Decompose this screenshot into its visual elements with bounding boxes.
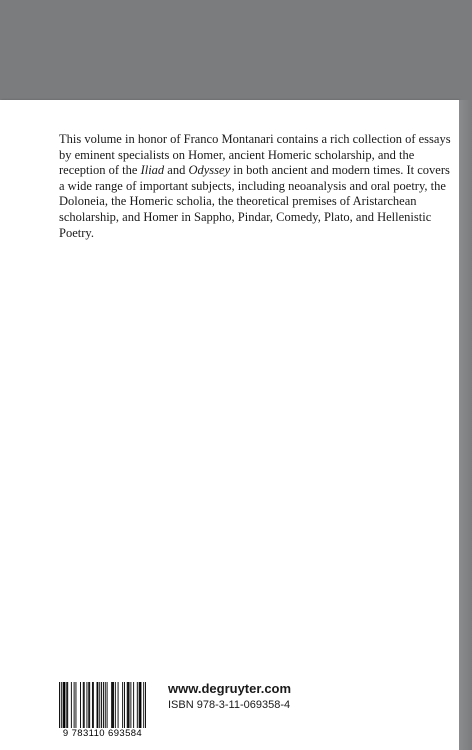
barcode-bar <box>64 682 65 728</box>
blurb-part-1: This volume in honor of Franco Montanari contains a rich collection of essays by eminent specialists on Homer, ancient Homeric scholarship, and the reception of the <box>59 132 451 178</box>
barcode-bar <box>137 682 138 728</box>
blurb-title-iliad: Iliad <box>140 163 165 178</box>
barcode-bar <box>92 682 93 728</box>
barcode-bar <box>74 682 75 728</box>
barcode-bar <box>97 682 98 728</box>
barcode-bar <box>59 682 60 728</box>
barcode-bar <box>101 682 102 728</box>
barcode-bar <box>124 682 125 728</box>
blurb-text <box>59 132 451 241</box>
barcode-bar <box>61 682 62 728</box>
barcode <box>59 682 146 739</box>
barcode-bar <box>71 682 72 728</box>
barcode-bar <box>105 682 106 728</box>
barcode-bar <box>143 682 144 728</box>
barcode-bar <box>84 682 85 728</box>
isbn-number: ISBN 978-3-11-069358-4 <box>168 699 291 711</box>
barcode-digits: 9 783110 693584 <box>62 728 143 739</box>
blurb-and: and <box>164 163 189 178</box>
barcode-bar <box>113 682 114 728</box>
barcode-bar <box>66 682 67 728</box>
barcode-bar <box>107 682 108 728</box>
barcode-bar <box>99 682 100 728</box>
barcode-bar <box>83 682 84 728</box>
publisher-website: www.degruyter.com <box>168 681 292 696</box>
barcode-bar <box>97 682 98 728</box>
barcode-bar <box>145 682 146 728</box>
barcode-bar <box>67 682 68 728</box>
blurb-title-odyssey: Odyssey <box>188 163 231 178</box>
barcode-bar <box>141 682 142 728</box>
blurb-part-2: in both ancient and modern times. It covers a wide range of important subjects, including neoanalysis and oral poetry, the Doloneia, the Homeric scholia, the theoretical premises of Aristarchean scholarship, and Homer in Sappho, Pindar, Comedy, Plato, and Hellenistic Poetry. <box>59 163 450 240</box>
barcode-bar <box>112 682 113 728</box>
barcode-bar <box>129 682 130 728</box>
barcode-bar <box>133 682 134 728</box>
barcode-bar <box>80 682 81 728</box>
barcode-bar <box>75 682 76 728</box>
barcode-bar <box>115 682 116 728</box>
barcode-bar <box>89 682 90 728</box>
barcode-bar <box>139 682 140 728</box>
barcode-bars <box>59 682 146 728</box>
cover-edge <box>459 100 472 750</box>
barcode-bar <box>63 682 64 728</box>
barcode-bar <box>118 682 119 728</box>
barcode-bar <box>128 682 129 728</box>
barcode-bar <box>140 682 141 728</box>
barcode-bar <box>111 682 112 728</box>
barcode-bar <box>122 682 123 728</box>
background-band <box>0 0 472 100</box>
barcode-bar <box>127 682 128 728</box>
barcode-bar <box>93 682 94 728</box>
barcode-bar <box>130 682 131 728</box>
barcode-bar <box>86 682 87 728</box>
barcode-bar <box>64 682 65 728</box>
barcode-bar <box>88 682 89 728</box>
barcode-bar <box>103 682 104 728</box>
